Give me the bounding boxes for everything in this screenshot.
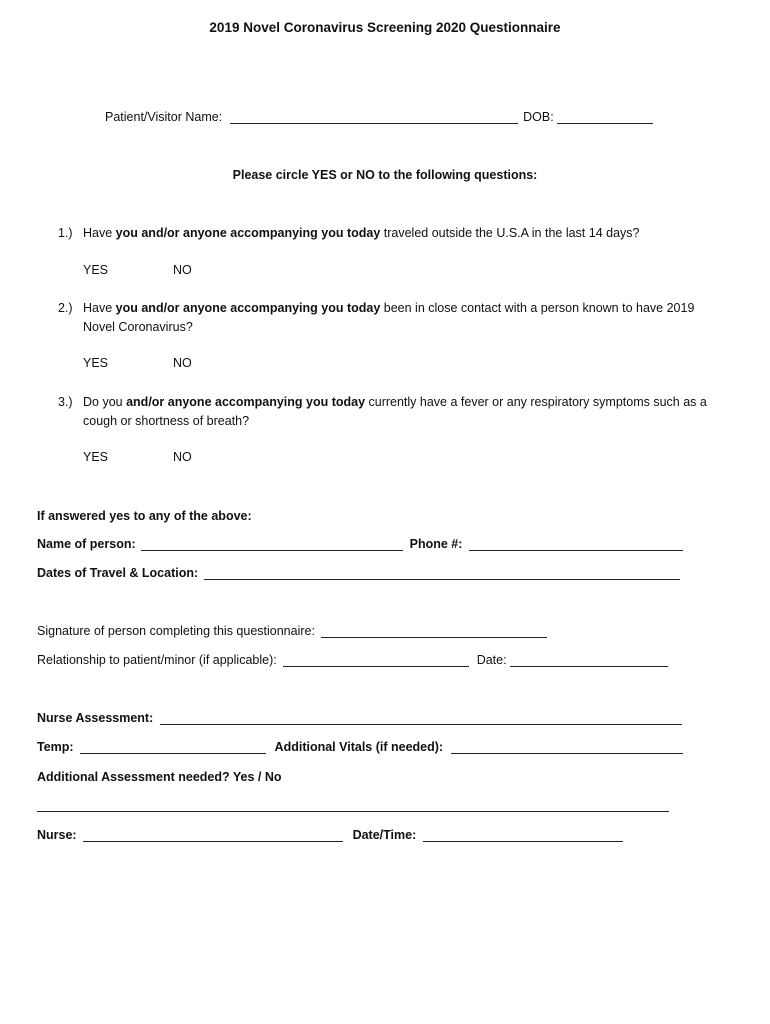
- q2-yes-option[interactable]: YES: [83, 356, 109, 370]
- question-text: [83, 224, 718, 243]
- additional-assessment-label: Additional Assessment needed? Yes / No: [37, 770, 282, 784]
- dob-field[interactable]: [557, 110, 653, 124]
- datetime-label: Date/Time:: [352, 828, 417, 842]
- travel-field[interactable]: [204, 566, 680, 580]
- q1-no-option[interactable]: NO: [173, 263, 192, 277]
- patient-name-field[interactable]: [230, 110, 518, 124]
- question-text-post: been in close contact with a person known to have 2019 Novel Coronavirus?: [83, 301, 695, 334]
- question-1: [58, 224, 718, 243]
- question-text: [83, 299, 718, 337]
- page-title: 2019 Novel Coronavirus Screening 2020 Questionnaire: [209, 20, 561, 35]
- question-number: 3.): [58, 395, 73, 409]
- nurse-label: Nurse:: [37, 828, 77, 842]
- date-label: Date:: [476, 653, 507, 667]
- person-name-label: Name of person:: [37, 537, 136, 551]
- temp-row: [37, 740, 683, 754]
- nurse-assessment-label: Nurse Assessment:: [37, 711, 154, 725]
- travel-row: [37, 566, 680, 580]
- date-field[interactable]: [510, 653, 668, 667]
- patient-name-label: Patient/Visitor Name:: [105, 110, 223, 124]
- question-text-pre: Have: [83, 226, 116, 240]
- relationship-row: [37, 653, 668, 667]
- question-3: [58, 393, 718, 431]
- temp-label: Temp:: [37, 740, 74, 754]
- patient-info-row: [105, 110, 653, 124]
- relationship-field[interactable]: [283, 653, 469, 667]
- signature-row: [37, 624, 547, 638]
- question-text-post: currently have a fever or any respiratory symptoms such as a cough or shortness of breath?: [83, 395, 707, 428]
- person-name-field[interactable]: [141, 537, 403, 551]
- q3-yes-option[interactable]: YES: [83, 450, 109, 464]
- q1-yes-option[interactable]: YES: [83, 263, 109, 277]
- travel-label: Dates of Travel & Location:: [37, 566, 199, 580]
- followup-heading: If answered yes to any of the above:: [37, 509, 252, 523]
- q2-no-option[interactable]: NO: [173, 356, 192, 370]
- dob-label: DOB:: [523, 110, 554, 124]
- instructions: Please circle YES or NO to the following questions:: [232, 168, 538, 182]
- vitals-label: Additional Vitals (if needed):: [274, 740, 444, 754]
- question-text-bold: and/or anyone accompanying you today: [126, 395, 366, 409]
- person-row: [37, 537, 683, 551]
- question-2: [58, 299, 718, 337]
- signature-field[interactable]: [321, 624, 547, 638]
- relationship-label: Relationship to patient/minor (if applicable):: [37, 653, 277, 667]
- nurse-field[interactable]: [83, 828, 343, 842]
- additional-assessment-field[interactable]: [37, 811, 669, 812]
- nurse-assessment-field[interactable]: [160, 711, 682, 725]
- question-number: 1.): [58, 226, 73, 240]
- phone-label: Phone #:: [409, 537, 463, 551]
- question-text-bold: you and/or anyone accompanying you today: [115, 301, 381, 315]
- question-text-pre: Have: [83, 301, 116, 315]
- nurse-assessment-row: [37, 711, 682, 725]
- temp-field[interactable]: [80, 740, 266, 754]
- question-number: 2.): [58, 301, 73, 315]
- nurse-row: [37, 828, 623, 842]
- q3-no-option[interactable]: NO: [173, 450, 192, 464]
- question-text-post: traveled outside the U.S.A in the last 14 days?: [380, 226, 640, 240]
- phone-field[interactable]: [469, 537, 683, 551]
- signature-label: Signature of person completing this questionnaire:: [37, 624, 315, 638]
- vitals-field[interactable]: [451, 740, 683, 754]
- question-text: [83, 393, 718, 431]
- question-text-pre: Do you: [83, 395, 127, 409]
- question-text-bold: you and/or anyone accompanying you today: [115, 226, 381, 240]
- datetime-field[interactable]: [423, 828, 623, 842]
